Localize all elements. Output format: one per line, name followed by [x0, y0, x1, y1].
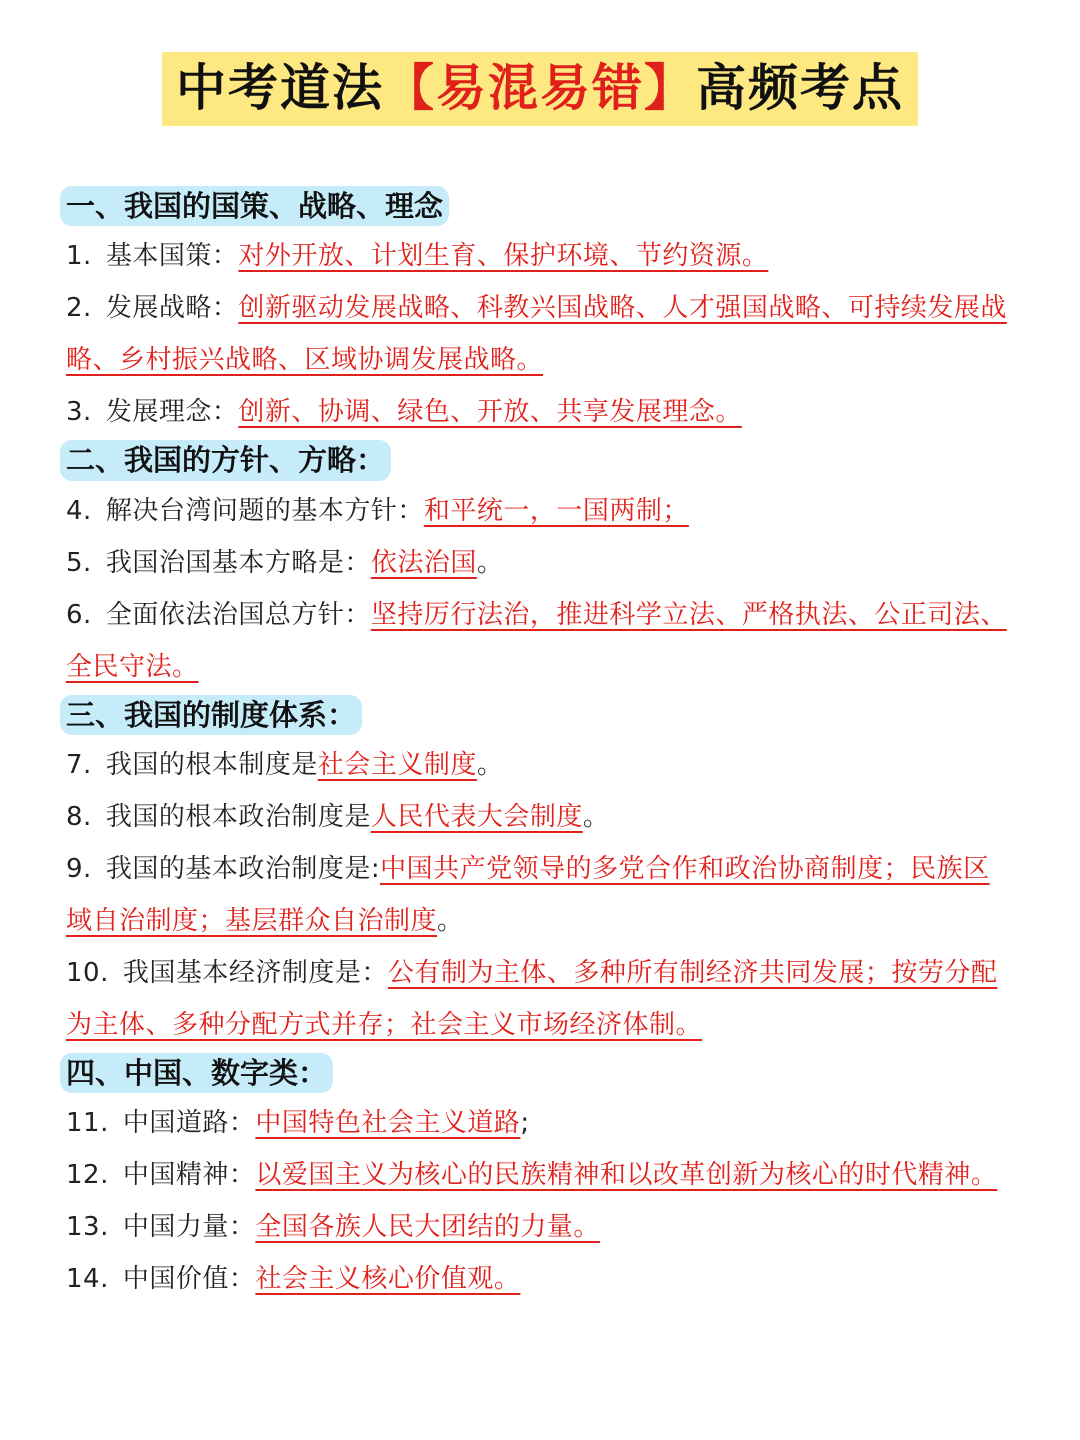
item-answer: 对外开放、计划生育、保护环境、节约资源。	[238, 241, 769, 272]
item-number: 7.	[66, 749, 92, 780]
item-number: 9.	[66, 853, 92, 884]
list-item	[66, 1097, 1014, 1149]
item-number: 10.	[66, 957, 109, 988]
item-label: 解决台湾问题的基本方针：	[105, 495, 424, 526]
item-number: 11.	[66, 1108, 109, 1138]
item-number: 8.	[66, 801, 92, 832]
item-tail: 。	[476, 749, 504, 780]
item-answer: 以爱国主义为核心的民族精神和以改革创新为核心的时代精神。	[255, 1160, 998, 1190]
item-label: 我国治国基本方略是：	[105, 547, 371, 578]
section-heading: 二、我国的方针、方略：	[60, 440, 391, 480]
item-label: 中国价值：	[122, 1264, 256, 1294]
item-answer: 创新、协调、绿色、开放、共享发展理念。	[238, 397, 742, 428]
list-item	[66, 537, 1014, 589]
item-label: 基本国策：	[105, 241, 239, 272]
item-answer: 坚持厉行法治，推进科学立法、严格执法、公正司法、全民守法。	[66, 599, 1007, 682]
item-answer: 中国共产党领导的多党合作和政治协商制度；民族区域自治制度；基层群众自治制度	[66, 853, 990, 936]
item-number: 4.	[66, 495, 92, 526]
item-number: 12.	[66, 1160, 109, 1190]
list-item	[66, 739, 1014, 791]
item-answer: 人民代表大会制度	[370, 801, 583, 832]
content	[66, 186, 1014, 1305]
item-answer: 公有制为主体、多种所有制经济共同发展；按劳分配为主体、多种分配方式并存；社会主义市场经济体制。	[66, 957, 998, 1040]
list-item	[66, 1201, 1014, 1253]
item-answer: 中国特色社会主义道路	[255, 1108, 521, 1138]
list-item	[66, 282, 1014, 386]
item-label: 我国的根本制度是	[105, 749, 318, 780]
item-label: 中国精神：	[122, 1160, 256, 1190]
item-tail: 。	[437, 905, 464, 936]
section-china	[66, 1053, 1014, 1305]
item-tail: ;	[520, 1108, 530, 1138]
item-number: 6.	[66, 599, 92, 630]
item-number: 13.	[66, 1212, 109, 1242]
list-item	[66, 230, 1014, 282]
item-label: 全面依法治国总方针：	[105, 599, 371, 630]
item-answer: 依法治国	[370, 547, 477, 578]
list-item	[66, 1253, 1014, 1305]
section-systems	[66, 695, 1014, 1051]
item-label: 发展理念：	[105, 397, 239, 428]
item-number: 2.	[66, 293, 92, 324]
item-answer: 创新驱动发展战略、科教兴国战略、人才强国战略、可持续发展战略、乡村振兴战略、区域协调发展战略。	[66, 293, 1007, 376]
item-label: 我国基本经济制度是：	[122, 957, 388, 988]
item-answer: 社会主义核心价值观。	[255, 1264, 521, 1294]
page-title	[162, 52, 918, 126]
item-label: 我国的根本政治制度是	[105, 801, 371, 832]
item-number: 3.	[66, 397, 92, 428]
item-answer: 社会主义制度	[317, 749, 477, 780]
title-prefix: 中考道法	[176, 59, 384, 117]
section-heading: 一、我国的国策、战略、理念	[60, 186, 449, 226]
section-heading: 三、我国的制度体系：	[60, 695, 362, 735]
list-item	[66, 386, 1014, 438]
item-tail: 。	[582, 801, 610, 832]
title-wrap	[66, 0, 1014, 126]
list-item	[66, 589, 1014, 693]
item-tail: 。	[476, 547, 504, 578]
item-label: 发展战略：	[105, 293, 239, 324]
item-answer: 和平统一，一国两制；	[423, 495, 689, 526]
item-label: 中国力量：	[122, 1212, 256, 1242]
title-accent: 【易混易错】	[384, 59, 696, 117]
item-label: 我国的基本政治制度是:	[105, 853, 381, 884]
section-policies	[66, 186, 1014, 438]
item-number: 14.	[66, 1264, 109, 1294]
list-item	[66, 947, 1014, 1051]
list-item	[66, 843, 1014, 947]
section-heading: 四、中国、数字类：	[60, 1053, 333, 1093]
item-number: 1.	[66, 241, 92, 272]
section-guidelines	[66, 440, 1014, 692]
list-item	[66, 791, 1014, 843]
title-suffix: 高频考点	[696, 59, 904, 117]
item-answer: 全国各族人民大团结的力量。	[255, 1212, 600, 1242]
list-item	[66, 485, 1014, 537]
item-label: 中国道路：	[122, 1108, 256, 1138]
item-number: 5.	[66, 547, 92, 578]
list-item	[66, 1149, 1014, 1201]
